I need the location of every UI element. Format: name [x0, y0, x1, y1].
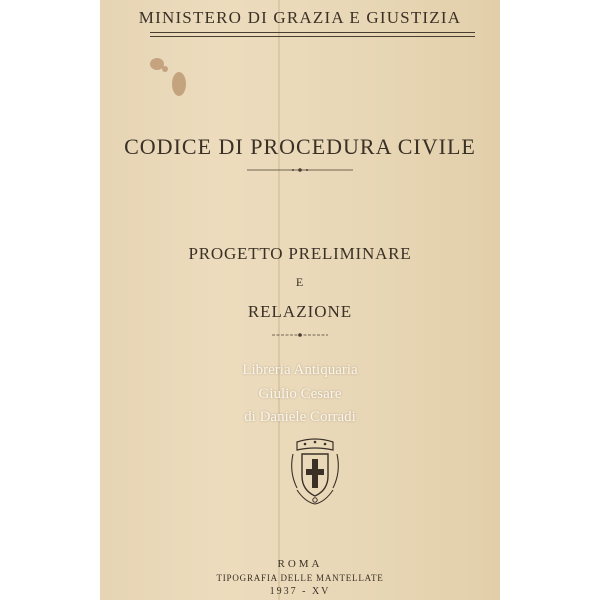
watermark-line-3: di Daniele Corradi [244, 409, 356, 425]
subtitle-ornament-rule [100, 331, 500, 339]
watermark-line-1: Libreria Antiquaria [242, 362, 358, 378]
age-stain [162, 66, 168, 72]
age-stain [172, 72, 186, 96]
ministry-heading: MINISTERO DI GRAZIA E GIUSTIZIA [138, 8, 462, 27]
document-title: CODICE DI PROCEDURA CIVILE [124, 134, 476, 159]
imprint-year: 1937 - XV [269, 586, 331, 597]
subtitle-conjunction: E [295, 275, 305, 289]
imprint-city: ROMA [277, 558, 323, 570]
subtitle-project: PROGETTO PRELIMINARE [188, 244, 412, 263]
subtitle-report: RELAZIONE [247, 302, 353, 321]
page-fold-line [278, 0, 280, 600]
title-page [100, 0, 500, 600]
imprint-printer: TIPOGRAFIA DELLE MANTELLATE [216, 573, 384, 583]
savoy-coat-of-arms-icon [287, 438, 343, 506]
header-double-rule [150, 32, 475, 37]
watermark-line-2: Giulio Cesare [258, 386, 342, 402]
title-ornament-rule [100, 166, 500, 174]
